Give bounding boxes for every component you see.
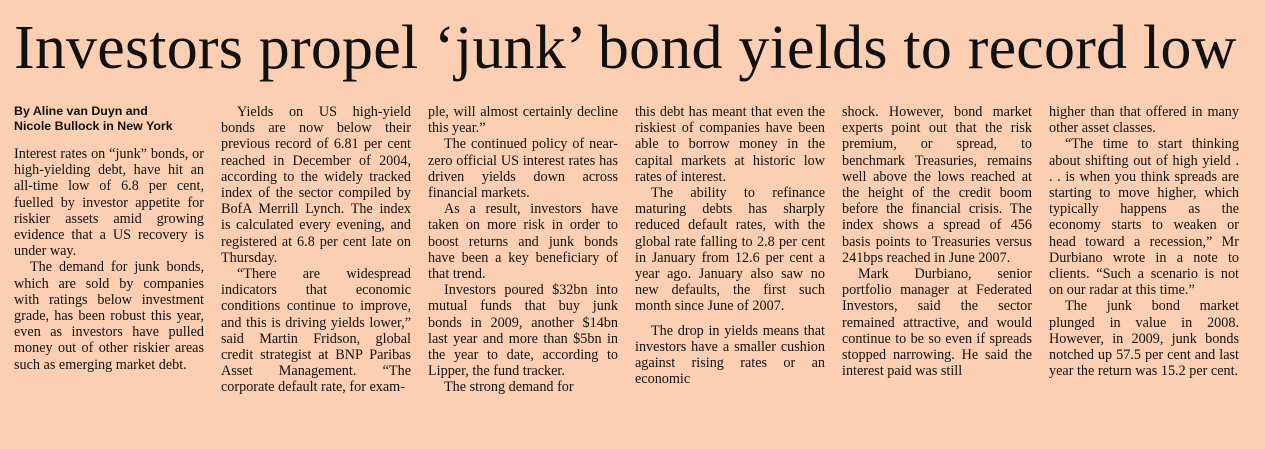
paragraph: Yields on US high-yield bonds are now below their previous record of 6.81 per cent reached in December of 2004, according to the widely tracked index of the sector compiled by BofA Merrill Lynch. The index is calculated every evening, and registered at 6.8 per cent late on Thursday.	[221, 104, 411, 266]
article-body	[14, 104, 1251, 444]
paragraph: The demand for junk bonds, which are sold by companies with ratings below investment grade, has been robust this year, even as investors have pulled money out of other riskier areas such as emerging market debt.	[14, 259, 204, 373]
byline-line-2: Nicole Bullock in New York	[14, 119, 173, 133]
paragraph: higher than that offered in many other asset classes.	[1049, 104, 1239, 137]
column-1	[14, 104, 204, 373]
paragraph: shock. However, bond market experts point out that the risk premium, or spread, to benchmark Treasuries, remains well above the lows reached at the height of the credit boom before the financial crisis. The index shows a spread of 456 basis points to Treasuries versus 241bps reached in June 2007.	[842, 104, 1032, 266]
paragraph: The drop in yields means that investors have a smaller cushion against rising rates or an economic	[635, 322, 825, 388]
headline: Investors propel ‘junk’ bond yields to record low	[14, 14, 1237, 82]
paragraph: “The time to start thinking about shifting out of high yield . . . is when you think spreads are starting to move higher, which typically happens as the economy starts to weaken or head toward a recession,” Mr Durbiano wrote in a note to clients. “Such a scenario is not on our radar at this time.”	[1049, 136, 1239, 299]
column-4	[635, 104, 825, 387]
column-6	[1049, 104, 1239, 379]
paragraph: The strong demand for	[444, 379, 574, 396]
paragraph: As a result, investors have taken on more risk in order to boost returns and junk bonds have been a key beneficiary of that trend.	[428, 201, 618, 283]
paragraph: The continued policy of near-zero official US interest rates has driven yields down across financial markets.	[428, 136, 618, 202]
column-2	[221, 104, 411, 396]
paragraph: Mark Durbiano, senior portfolio manager at Federated Investors, said the sector remained attractive, and would continue to be so even if spreads stopped narrowing. He said the interest paid was still	[842, 266, 1032, 380]
paragraph: “There are widespread indicators that economic conditions continue to improve, and this is driving yields lower,” said Martin Fridson, global credit strategist at BNP Paribas Asset Management. “The corporate default rate, for exam-	[221, 266, 411, 396]
column-3	[428, 104, 618, 396]
paragraph: Interest rates on “junk” bonds, or high-yielding debt, have hit an all-time low of 6.8 per cent, fuelled by investor appetite for riskier assets amid growing evidence that a US recovery is under way.	[14, 146, 204, 260]
byline	[14, 104, 204, 134]
paragraph: Investors poured $32bn into mutual funds that buy junk bonds in 2009, another $14bn last year and more than $5bn in the year to date, according to Lipper, the fund tracker.	[428, 282, 618, 380]
paragraph: ple, will almost certainly decline this year.”	[428, 104, 618, 137]
paragraph: The junk bond market plunged in value in 2008. However, in 2009, junk bonds notched up 57.5 per cent and last year the return was 15.2 per cent.	[1049, 298, 1239, 380]
column-5	[842, 104, 1032, 379]
byline-line-1: By Aline van Duyn and	[14, 104, 148, 118]
paragraph: this debt has meant that even the riskiest of companies have been able to borrow money in the capital markets at historic low rates of interest.	[635, 104, 825, 185]
paragraph: The ability to refinance maturing debts has sharply reduced default rates, with the global rate falling to 2.8 per cent in January from 12.6 per cent a year ago. January also saw no new defaults, the first such month since June of 2007.	[635, 185, 825, 315]
